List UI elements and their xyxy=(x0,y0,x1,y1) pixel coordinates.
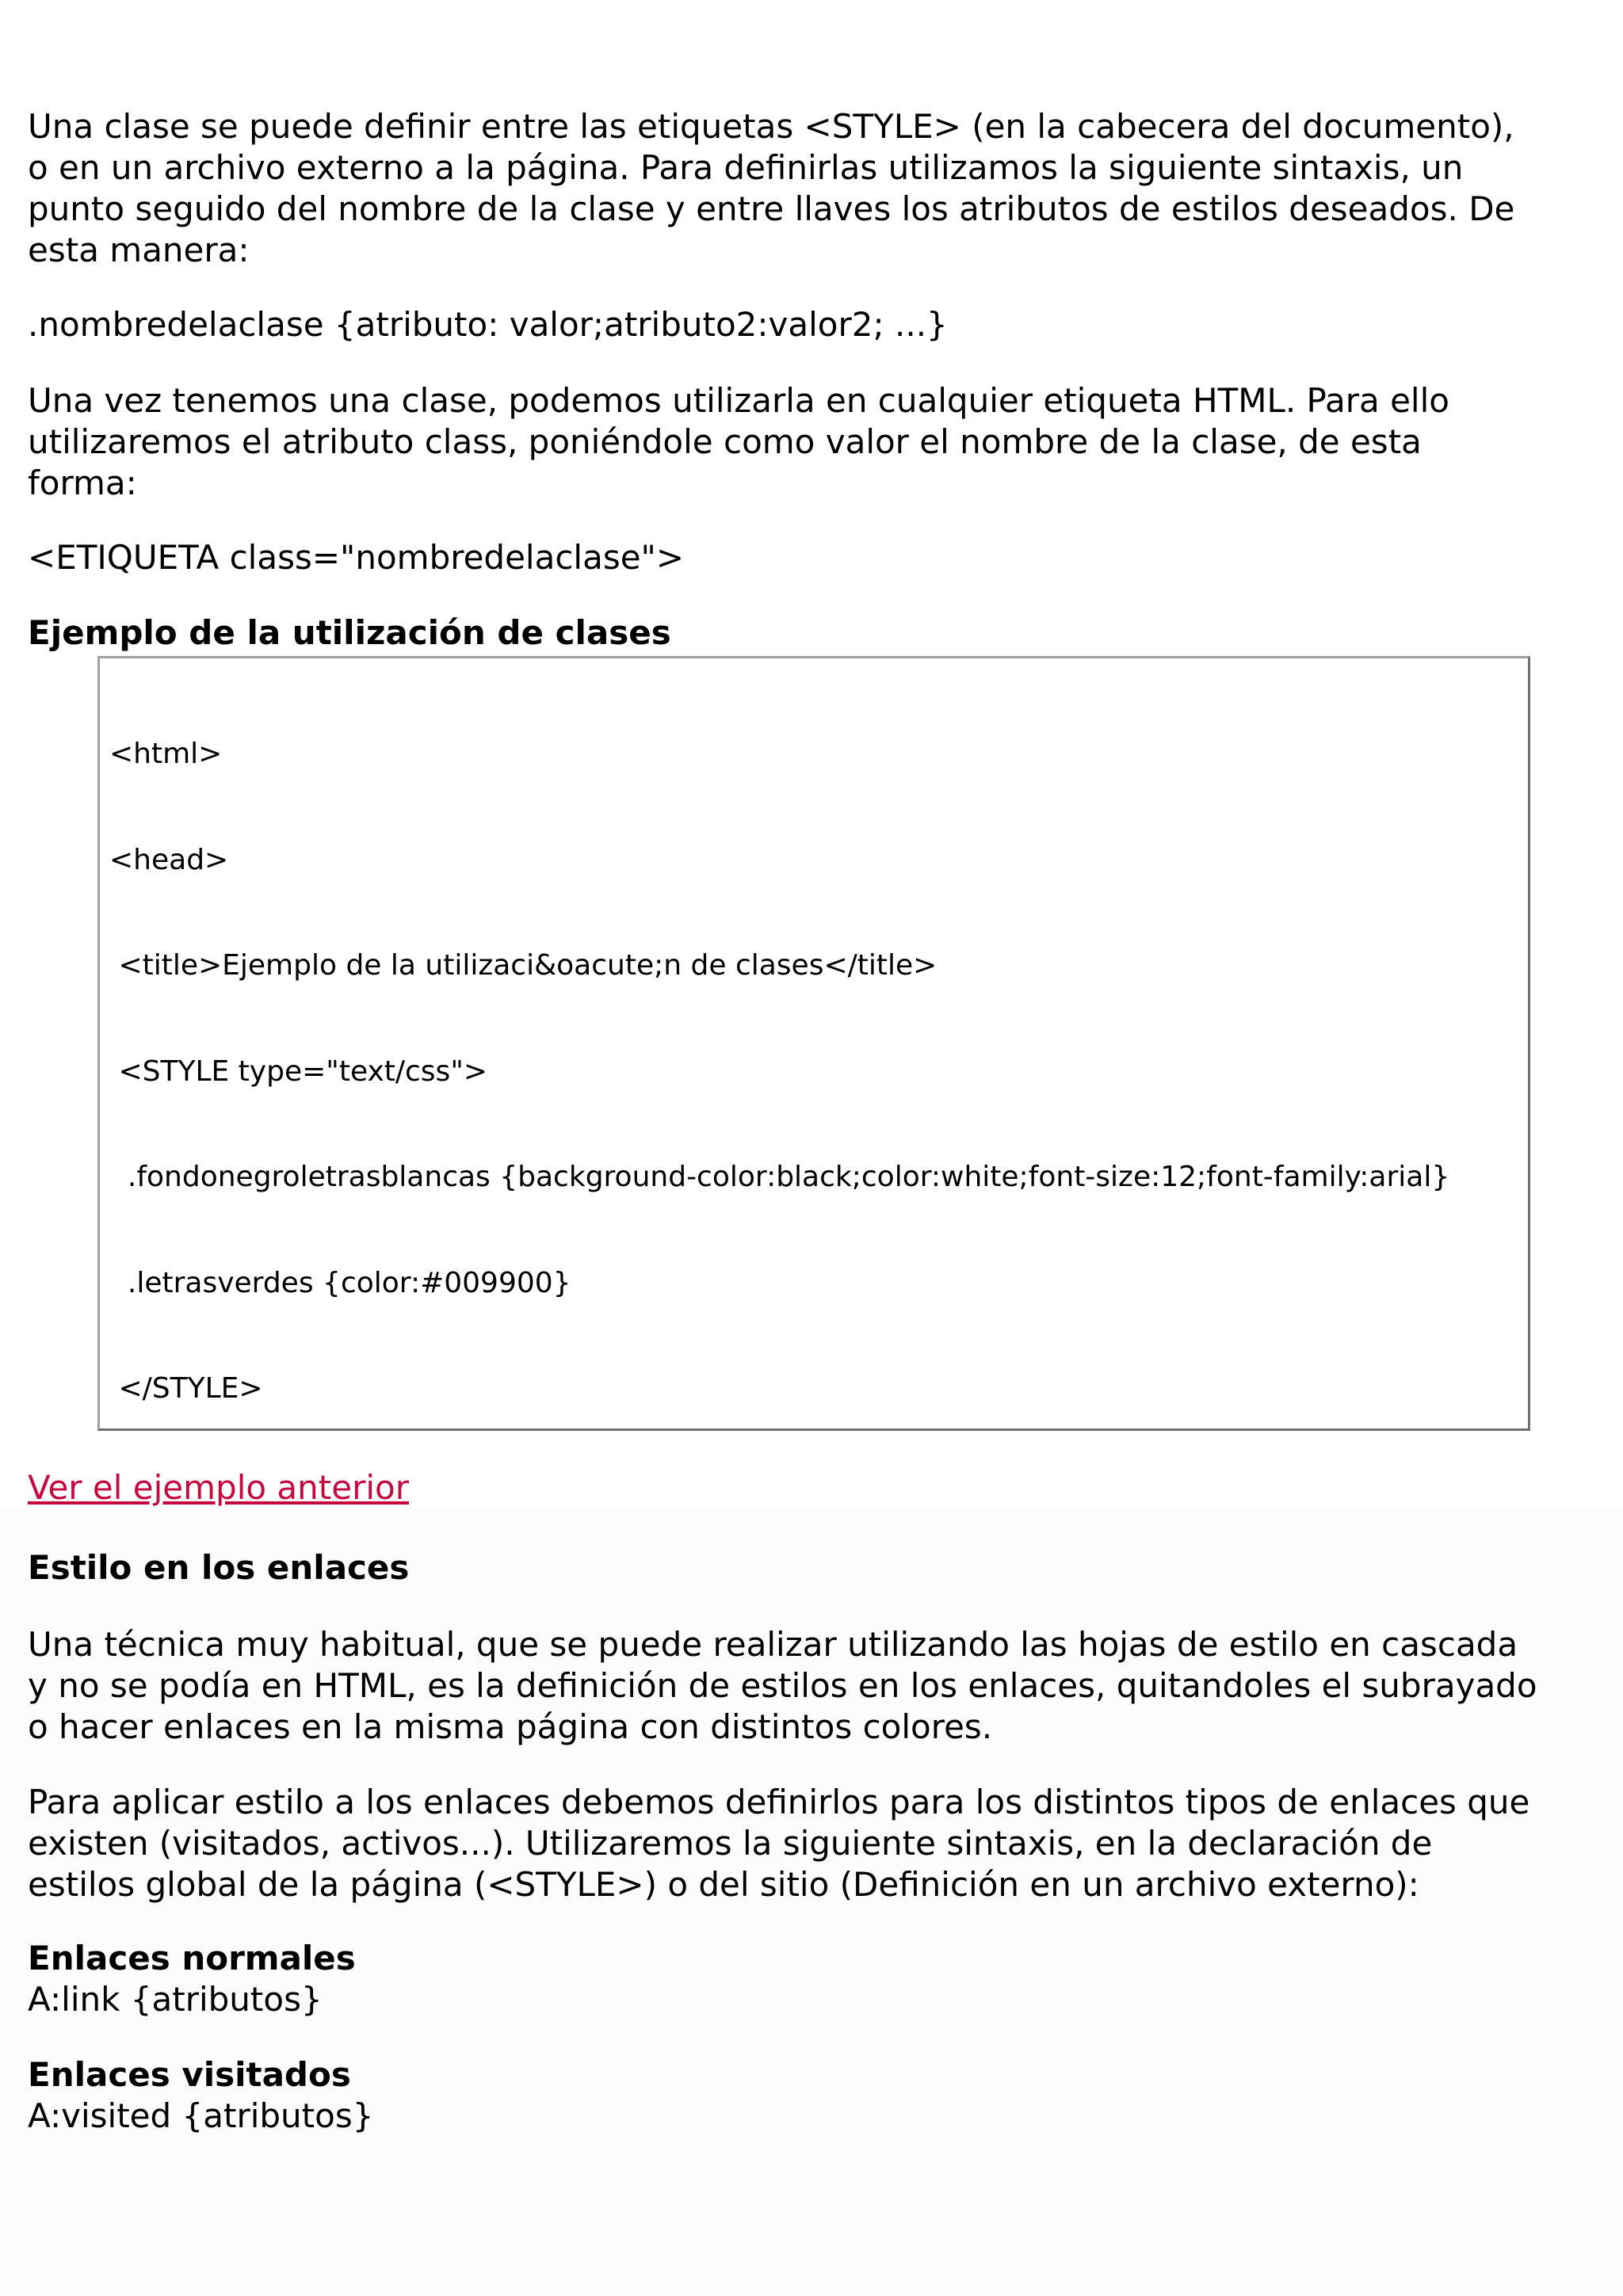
intro-line: punto seguido del nombre de la clase y entre llaves los atributos de estilos deseados. De xyxy=(28,189,1515,228)
visited-links-syntax: A:visited {atributos} xyxy=(28,2096,374,2135)
class-syntax: .nombredelaclase {atributo: valor;atributo2:valor2; ...} xyxy=(28,305,948,344)
code-example-content xyxy=(109,666,1449,1431)
usage-line: forma: xyxy=(28,463,137,502)
normal-links-syntax: A:link {atributos} xyxy=(28,1980,323,2019)
links-heading: Estilo en los enlaces xyxy=(28,1548,410,1587)
links-para1-line: Una técnica muy habitual, que se puede realizar utilizando las hojas de estilo en cascada xyxy=(28,1625,1518,1664)
view-example-link[interactable]: Ver el ejemplo anterior xyxy=(28,1468,409,1507)
code-line: .letrasverdes {color:#009900} xyxy=(109,1266,571,1299)
normal-links-heading: Enlaces normales xyxy=(28,1939,356,1978)
example-heading: Ejemplo de la utilización de clases xyxy=(28,613,671,652)
links-para2-line: estilos global de la página (<STYLE>) o del sitio (Definición en un archivo externo): xyxy=(28,1865,1419,1904)
code-line: </STYLE> xyxy=(109,1372,263,1405)
links-para1-line: o hacer enlaces en la misma página con distintos colores. xyxy=(28,1707,993,1746)
code-example-box[interactable] xyxy=(97,656,1530,1431)
intro-line: esta manera: xyxy=(28,231,250,269)
links-para1-line: y no se podía en HTML, es la definición de estilos en los enlaces, quitandoles el subrayado xyxy=(28,1666,1537,1705)
code-line: .fondonegroletrasblancas {background-color:black;color:white;font-size:12;font-family:arial} xyxy=(109,1161,1450,1193)
usage-line: utilizaremos el atributo class, poniéndole como valor el nombre de la clase, de esta xyxy=(28,422,1422,461)
code-line: <html> xyxy=(109,738,223,770)
intro-line: o en un archivo externo a la página. Para definirlas utilizamos la siguiente sintaxis, un xyxy=(28,148,1464,187)
code-line: <head> xyxy=(109,843,229,876)
usage-line: Una vez tenemos una clase, podemos utilizarla en cualquier etiqueta HTML. Para ello xyxy=(28,381,1449,420)
visited-links-heading: Enlaces visitados xyxy=(28,2055,351,2094)
code-line: <title>Ejemplo de la utilizaci&oacute;n de clases</title> xyxy=(109,949,938,982)
links-para2-line: Para aplicar estilo a los enlaces debemos definirlos para los distintos tipos de enlaces que xyxy=(28,1783,1530,1821)
links-para2-line: existen (visitados, activos...). Utilizaremos la siguiente sintaxis, en la declaración de xyxy=(28,1824,1433,1863)
intro-line: Una clase se puede definir entre las etiquetas <STYLE> (en la cabecera del documento), xyxy=(28,107,1514,146)
code-line: <STYLE type="text/css"> xyxy=(109,1055,488,1088)
tag-syntax: <ETIQUETA class="nombredelaclase"> xyxy=(28,538,685,577)
